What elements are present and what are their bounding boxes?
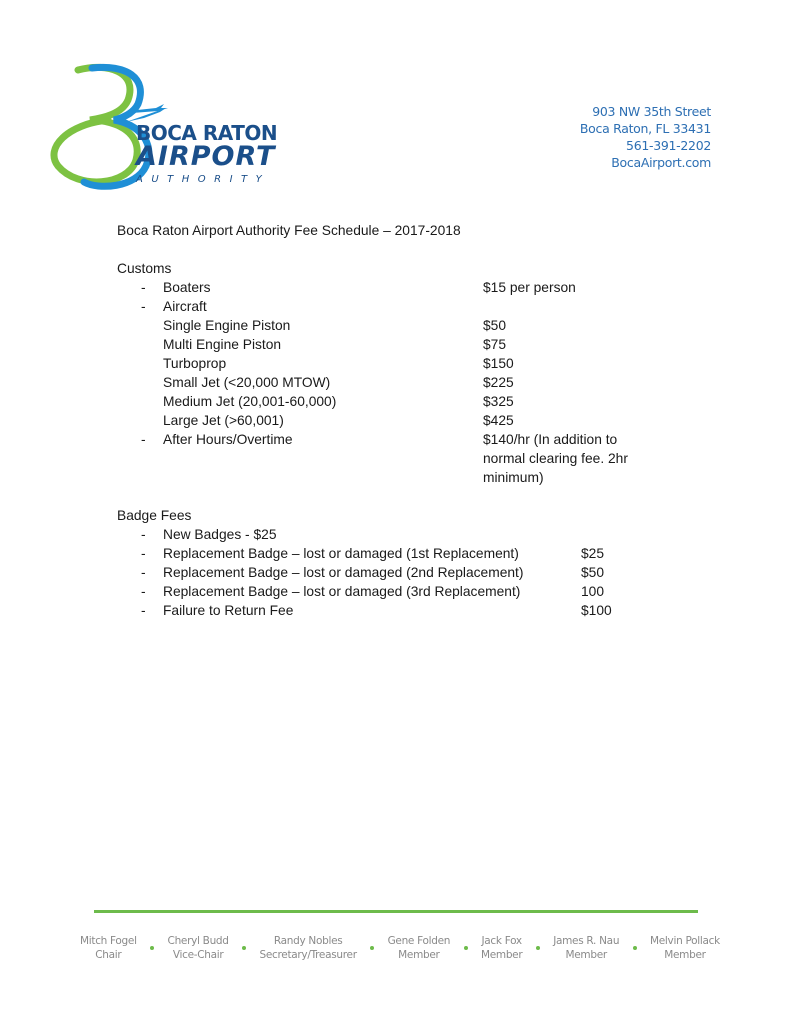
member-role: Member	[480, 949, 523, 961]
badge-fee-label: Failure to Return Fee	[163, 603, 294, 618]
logo-line-airport: AIRPORT	[136, 141, 276, 172]
board-member	[80, 934, 137, 962]
aircraft-fee: $225	[483, 375, 514, 390]
fee-label: After Hours/Overtime	[163, 432, 293, 447]
separator-dot-icon	[370, 946, 374, 950]
address-block	[580, 103, 711, 171]
bullet-dash: -	[141, 527, 146, 542]
aircraft-fee-row	[117, 335, 717, 354]
fee-value: $140/hr (In addition to normal clearing fee. 2hr minimum)	[483, 432, 628, 485]
bullet-dash: -	[141, 584, 146, 599]
badge-fee-row	[117, 582, 717, 601]
fee-row-boaters	[117, 278, 717, 297]
member-role: Chair	[95, 949, 122, 961]
member-role: Vice-Chair	[172, 949, 224, 961]
badge-fee-value: $25	[581, 546, 605, 561]
bullet-dash: -	[141, 565, 146, 580]
badge-fees-heading: Badge Fees	[117, 508, 192, 523]
customs-heading: Customs	[117, 261, 172, 276]
board-members-footer	[80, 934, 720, 962]
member-role: Secretary/Treasurer	[259, 949, 357, 961]
logo-wordmark	[136, 122, 277, 188]
badge-fee-row	[117, 544, 717, 563]
board-member	[168, 934, 229, 962]
aircraft-fee: $75	[483, 337, 507, 352]
address-website[interactable]: BocaAirport.com	[611, 155, 711, 170]
badge-fee-value: 100	[581, 584, 605, 599]
member-name: Randy Nobles	[273, 935, 343, 947]
badge-fee-row	[117, 563, 717, 582]
aircraft-type: Single Engine Piston	[163, 318, 291, 333]
bullet-dash: -	[141, 280, 146, 295]
separator-dot-icon	[633, 946, 637, 950]
member-name: James R. Nau	[553, 935, 620, 947]
badge-fee-label: New Badges - $25	[163, 527, 277, 542]
logo-line-boca-raton: BOCA RATON	[136, 121, 278, 145]
board-member	[650, 934, 720, 962]
aircraft-fee-row	[117, 316, 717, 335]
aircraft-type: Large Jet (>60,001)	[163, 413, 284, 428]
bullet-dash: -	[141, 603, 146, 618]
badge-fee-value: $100	[581, 603, 612, 618]
aircraft-fee-row	[117, 392, 717, 411]
airplane-icon	[128, 102, 168, 116]
address-city: Boca Raton, FL 33431	[579, 121, 711, 136]
badge-fee-label: Replacement Badge – lost or damaged (1st Replacement)	[163, 546, 519, 561]
badge-fee-row	[117, 525, 717, 544]
aircraft-type: Small Jet (<20,000 MTOW)	[163, 375, 331, 390]
board-member	[388, 934, 451, 962]
aircraft-fee-row	[117, 411, 717, 430]
fee-row-after-hours	[117, 430, 717, 487]
section-spacer	[117, 487, 717, 506]
fee-label: Boaters	[163, 280, 211, 295]
aircraft-fee-row	[117, 354, 717, 373]
separator-dot-icon	[536, 946, 540, 950]
bullet-dash: -	[141, 546, 146, 561]
aircraft-fee: $425	[483, 413, 514, 428]
footer-divider	[94, 910, 698, 913]
member-name: Melvin Pollack	[650, 935, 720, 947]
boca-raton-airport-authority-logo	[48, 62, 288, 190]
separator-dot-icon	[150, 946, 154, 950]
fee-row-aircraft	[117, 297, 717, 316]
fee-value: $15 per person	[483, 280, 576, 295]
badge-fee-value: $50	[581, 565, 605, 580]
logo-line-authority: AUTHORITY	[136, 174, 271, 185]
fee-label: Aircraft	[163, 299, 207, 314]
member-role: Member	[664, 949, 706, 961]
bullet-dash: -	[141, 299, 146, 314]
member-name: Jack Fox	[481, 935, 522, 947]
aircraft-type: Multi Engine Piston	[163, 337, 282, 352]
separator-dot-icon	[464, 946, 468, 950]
badge-fee-label: Replacement Badge – lost or damaged (3rd Replacement)	[163, 584, 521, 599]
document-title: Boca Raton Airport Authority Fee Schedule – 2017-2018	[117, 223, 461, 238]
address-phone: 561-391-2202	[626, 138, 711, 153]
aircraft-fee: $325	[483, 394, 514, 409]
badge-fee-row	[117, 601, 717, 620]
aircraft-type: Turboprop	[163, 356, 227, 371]
member-role: Member	[398, 949, 440, 961]
member-name: Gene Folden	[387, 935, 451, 947]
board-member	[481, 934, 522, 962]
board-member	[260, 934, 357, 962]
member-role: Member	[565, 949, 607, 961]
board-member	[553, 934, 619, 962]
badge-fee-label: Replacement Badge – lost or damaged (2nd Replacement)	[163, 565, 524, 580]
separator-dot-icon	[242, 946, 246, 950]
member-name: Cheryl Budd	[167, 935, 229, 947]
bullet-dash: -	[141, 432, 146, 447]
fee-schedule-document	[117, 221, 717, 620]
aircraft-type: Medium Jet (20,001-60,000)	[163, 394, 337, 409]
member-name: Mitch Fogel	[80, 935, 137, 947]
aircraft-fee: $150	[483, 356, 514, 371]
address-street: 903 NW 35th Street	[592, 104, 711, 119]
aircraft-fee: $50	[483, 318, 507, 333]
aircraft-fee-row	[117, 373, 717, 392]
